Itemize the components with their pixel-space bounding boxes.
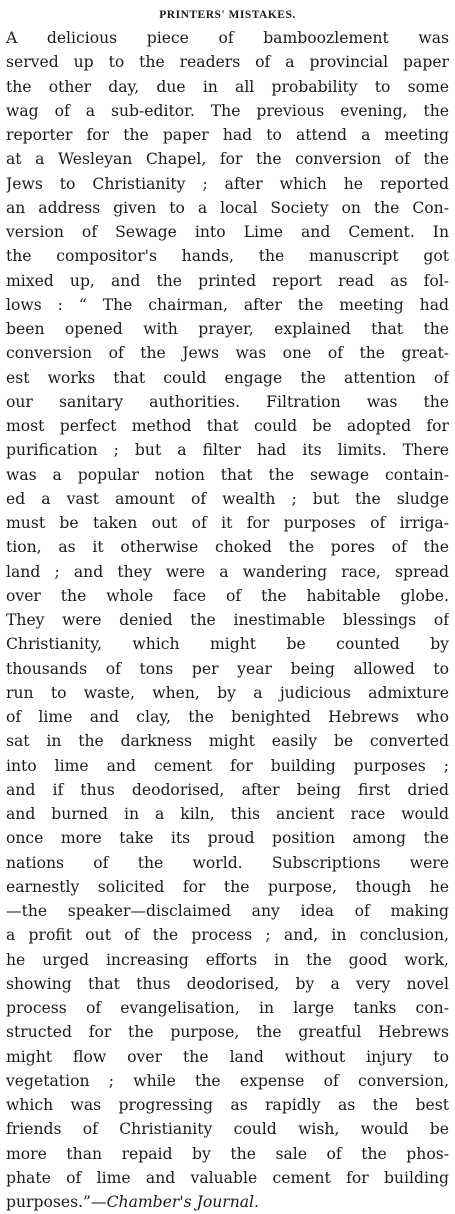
article-line: wag of a sub-editor. The previous evening, the [6,101,449,120]
article-line: which was progressing as rapidly as the best [6,1096,449,1114]
article-line: ed a vast amount of wealth ; but the sludge [6,489,449,508]
article-line: earnestly solicited for the purpose, though he [6,877,449,896]
article-line: Jews to Christianity ; after which he reported [6,174,449,193]
article-line: and if thus deodorised, after being first dried [6,780,449,799]
article-line: might flow over the land without injury to [6,1047,449,1066]
article-line: the compositor's hands, the manuscript got [6,247,449,266]
article-line: structed for the purpose, the greatful Hebrews [6,1023,449,1042]
article-title: PRINTERS' MISTAKES. [159,9,296,21]
article-line: at a Wesleyan Chapel, for the conversion of the [6,150,449,169]
article-line: —the speaker—disclaimed any idea of making [6,902,449,920]
article-line: A delicious piece of bamboozlement was [6,29,449,47]
article-line: lows : “ The chairman, after the meeting had [6,295,449,314]
article-line: must be taken out of it for purposes of irriga- [6,514,449,532]
article-line: of lime and clay, the benighted Hebrews who [6,708,449,726]
article-line: vegetation ; while the expense of conversion, [6,1071,449,1090]
article-line: version of Sewage into Lime and Cement. In [6,223,449,241]
article-line: he urged increasing efforts in the good work, [6,950,449,969]
article-line: over the whole face of the habitable globe. [6,586,449,605]
article-line: into lime and cement for building purposes ; [6,756,449,775]
article-line: more than repaid by the sale of the phos- [6,1144,449,1163]
article-line: served up to the readers of a provincial paper [6,53,449,72]
article-line: an address given to a local Society on the Con- [6,198,449,217]
article-line: mixed up, and the printed report read as fol- [6,271,449,290]
article-line: and burned in a kiln, this ancient race would [6,805,449,823]
article-line: est works that could engage the attention of [6,368,449,387]
article-line: been opened with prayer, explained that the [6,320,449,338]
article-final-line [6,1190,449,1214]
article-line: a profit out of the process ; and, in conclusion, [6,926,449,945]
article-line: purification ; but a filter had its limits. There [6,441,449,460]
article-line: most perfect method that could be adopted for [6,417,449,435]
article-line: phate of lime and valuable cement for building [6,1168,449,1187]
article-source: Chamber's Journal. [106,1193,259,1211]
article-line: nations of the world. Subscriptions were [6,853,449,872]
article-line: conversion of the Jews was one of the great- [6,344,449,363]
article-line: process of evangelisation, in large tanks con- [6,999,449,1017]
article-line: once more take its proud position among the [6,829,449,848]
article-line: showing that thus deodorised, by a very novel [6,974,449,993]
article-line: tion, as it otherwise choked the pores of the [6,538,449,557]
article-line: They were denied the inestimable blessings of [6,611,449,629]
article-line: thousands of tons per year being allowed to [6,659,449,678]
article-line: our sanitary authorities. Filtration was the [6,392,449,411]
article-line: was a popular notion that the sewage contain- [6,465,449,484]
article-line: sat in the darkness might easily be converted [6,732,449,751]
article-line: reporter for the paper had to attend a meeting [6,126,449,144]
article-final-text: purposes.”— [6,1193,107,1211]
article-line: land ; and they were a wandering race, spread [6,562,449,581]
article-body [6,26,449,1190]
article-line: friends of Christianity could wish, would be [6,1120,449,1139]
article-line: run to waste, when, by a judicious admixture [6,683,449,702]
article-line: Christianity, which might be counted by [6,635,449,654]
article-line: the other day, due in all probability to some [6,77,449,96]
